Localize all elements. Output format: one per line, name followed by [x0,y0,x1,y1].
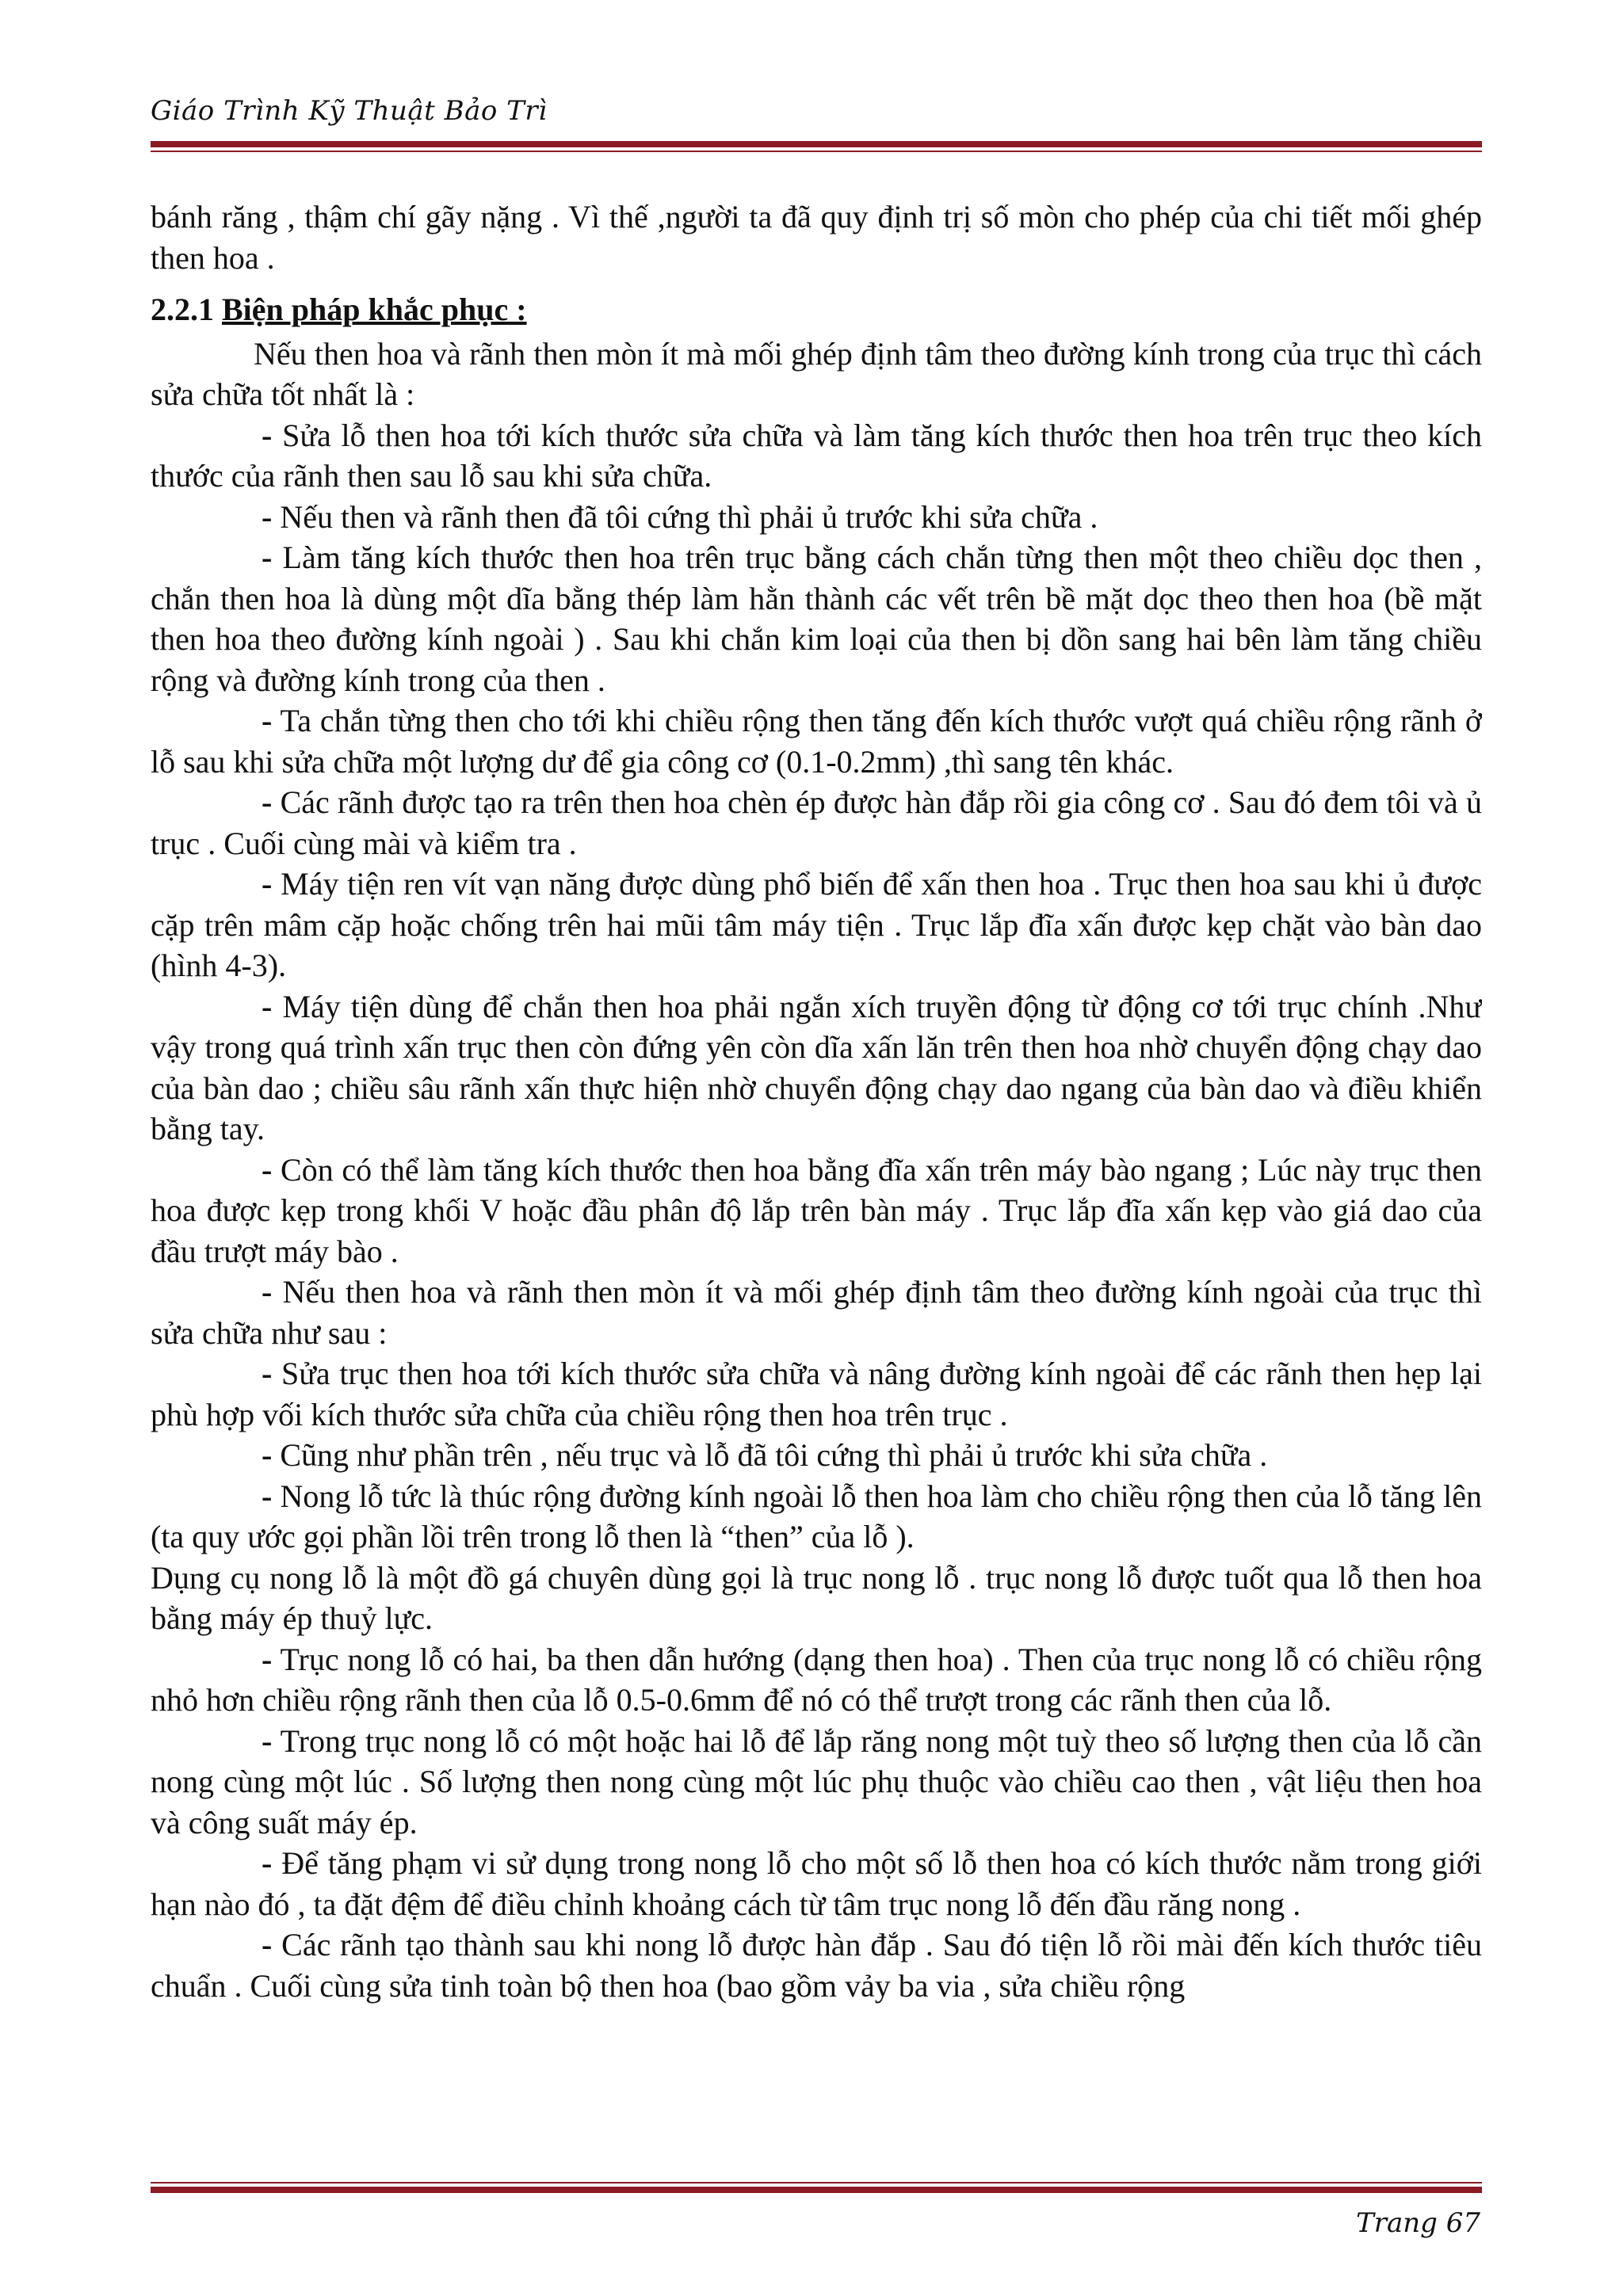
bullet-paragraph: - Máy tiện ren vít vạn năng được dùng phổ biến để xấn then hoa . Trục then hoa sau khi ủ được cặp trên mâm cặp hoặc chống trên hai mũi tâm máy tiện . Trục lắp đĩa xấn được kẹp chặt vào bàn dao (hình 4-3). [151,866,1482,983]
footer-rule [151,2182,1482,2193]
paragraph: Nếu then hoa và rãnh then mòn ít mà mối ghép định tâm theo đường kính trong của trục thì cách sửa chữa tốt nhất là : [151,335,1482,412]
bullet-paragraph: - Sửa lỗ then hoa tới kích thước sửa chữa và làm tăng kích thước then hoa trên trục theo kích thước của rãnh then sau lỗ sau khi sửa chữa. [151,417,1482,494]
header-rule [151,141,1482,152]
page-number: Trang 67 [1356,2207,1480,2239]
body-text [151,196,1482,2035]
bullet-paragraph: - Nếu then hoa và rãnh then mòn ít và mối ghép định tâm theo đường kính ngoài của trục thì sửa chữa như sau : [151,1274,1482,1351]
bullet-paragraph: - Ta chắn từng then cho tới khi chiều rộng then tăng đến kích thước vượt quá chiều rộng rãnh ở lỗ sau khi sửa chữa một lượng dư để gia công cơ (0.1-0.2mm) ,thì sang tên khác. [151,703,1482,780]
bullet-paragraph: - Sửa trục then hoa tới kích thước sửa chữa và nâng đường kính ngoài để các rãnh then hẹp lại phù hợp vối kích thước sửa chữa của chiều rộng then hoa trên trục . [151,1356,1482,1432]
running-header-title: Giáo Trình Kỹ Thuật Bảo Trì [151,95,548,127]
paragraph: bánh răng , thậm chí gãy nặng . Vì thế ,người ta đã quy định trị số mòn cho phép của chi tiết mối ghép then hoa . [151,199,1482,276]
bullet-paragraph: - Nếu then và rãnh then đã tôi cứng thì phải ủ trước khi sửa chữa . [262,498,1098,535]
section-number: 2.2.1 [151,292,214,327]
bullet-paragraph: - Để tăng phạm vi sử dụng trong nong lỗ cho một số lỗ then hoa có kích thước nằm trong giới hạn nào đó , ta đặt đệm để điều chỉnh khoảng cách từ tâm trục nong lỗ đến đầu răng nong . [151,1845,1482,1922]
bullet-paragraph: - Trong trục nong lỗ có một hoặc hai lỗ để lắp răng nong một tuỳ theo số lượng then của lỗ cần nong cùng một lúc . Số lượng then nong cùng một lúc phụ thuộc vào chiều cao then , vật liệu then hoa và công suất máy ép. [151,1722,1482,1840]
bullet-paragraph: - Còn có thể làm tăng kích thước then hoa bằng đĩa xấn trên máy bào ngang ; Lúc này trục then hoa được kẹp trong khối V hoặc đầu phân độ lắp trên bàn máy . Trục lắp đĩa xấn kẹp vào giá dao của đầu trượt máy bào . [151,1151,1482,1269]
bullet-paragraph: - Các rãnh được tạo ra trên then hoa chèn ép được hàn đắp rồi gia công cơ . Sau đó đem tôi và ủ trục . Cuối cùng mài và kiểm tra . [151,784,1482,861]
bullet-paragraph: - Các rãnh tạo thành sau khi nong lỗ được hàn đắp . Sau đó tiện lỗ rồi mài đến kích thước tiêu chuẩn . Cuối cùng sửa tinh toàn bộ then hoa (bao gồm vảy ba via , sửa chiều rộng [151,1927,1482,2004]
bullet-paragraph: - Nong lỗ tức là thúc rộng đường kính ngoài lỗ then hoa làm cho chiều rộng then của lỗ tăng lên (ta quy ước gọi phần lồi trên trong lỗ then là “then” của lỗ ). [151,1478,1482,1554]
bullet-paragraph: - Trục nong lỗ có hai, ba then dẫn hướng (dạng then hoa) . Then của trục nong lỗ có chiều rộng nhỏ hơn chiều rộng rãnh then của lỗ 0.5-0.6mm để nó có thể trượt trong các rãnh then của lỗ. [151,1641,1482,1718]
bullet-paragraph: - Làm tăng kích thước then hoa trên trục bằng cách chắn từng then một theo chiều dọc then , chắn then hoa là dùng một dĩa bằng thép làm hằn thành các vết trên bề mặt dọc theo then hoa (bề mặt then hoa theo đường kính ngoài ) . Sau khi chắn kim loại của then bị dồn sang hai bên làm tăng chiều rộng và đường kính trong của then . [151,540,1482,698]
bullet-paragraph: - Cũng như phần trên , nếu trục và lỗ đã tôi cứng thì phải ủ trước khi sửa chữa . [262,1437,1268,1473]
section-heading [151,289,1482,330]
section-title: Biện pháp khắc phục : [222,292,527,327]
paragraph: Dụng cụ nong lỗ là một đồ gá chuyên dùng gọi là trục nong lỗ . trục nong lỗ được tuốt qua lỗ then hoa bằng máy ép thuỷ lực. [151,1559,1482,1636]
bullet-paragraph: - Máy tiện dùng để chắn then hoa phải ngắn xích truyền động từ động cơ tới trục chính .Như vậy trong quá trình xấn trục then còn đứng yên còn dĩa xấn lăn trên then hoa nhờ chuyển động chạy dao của bàn dao ; chiều sâu rãnh xấn thực hiện nhờ chuyển động chạy dao ngang của bàn dao và điều khiển bằng tay. [151,988,1482,1146]
